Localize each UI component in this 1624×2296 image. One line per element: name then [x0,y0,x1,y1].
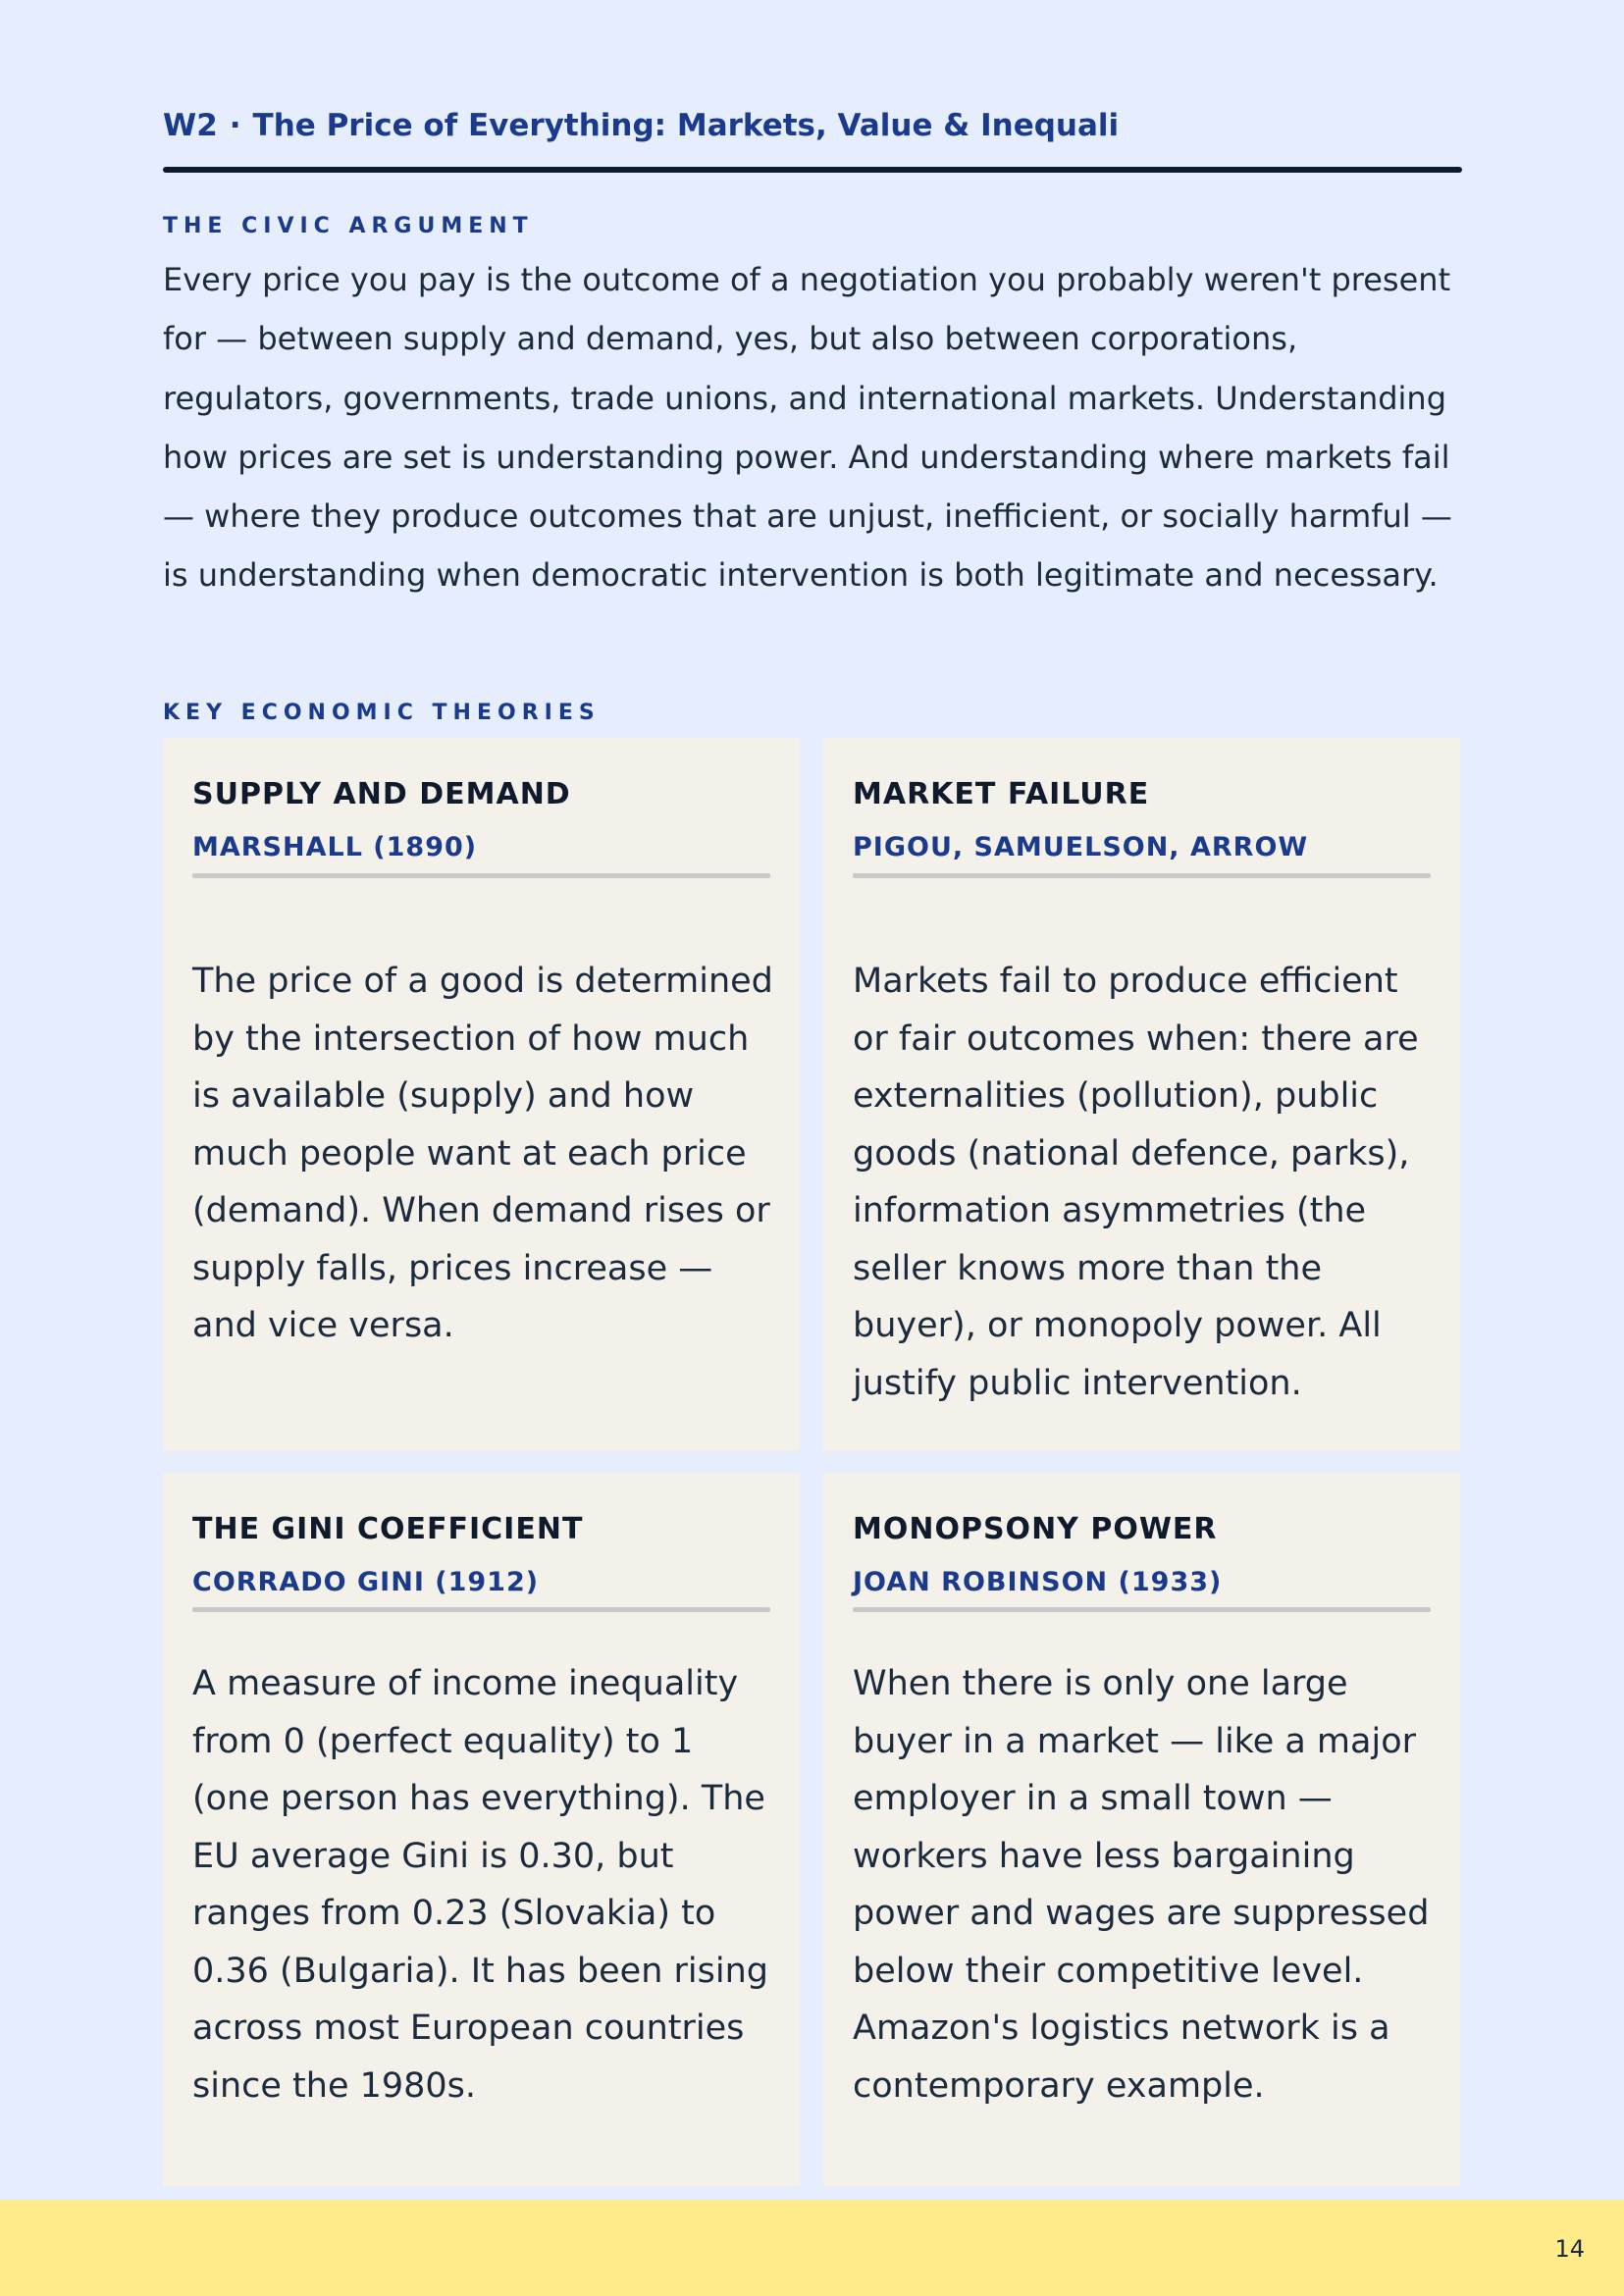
card-divider [853,1607,1431,1612]
card-body: Markets fail to produce efficient or fair outcomes when: there are externalities (pollution), public goods (national defence, parks), information asymmetries (the seller knows more than the buyer), or monopoly power. All justify public intervention. [853,962,1419,1403]
card-body: The price of a good is determined by the intersection of how much is available (supply) and how much people want at each price (demand). When demand rises or supply falls, prices increase — and vice versa. [192,962,773,1345]
theory-card-supply-demand [163,738,800,1451]
page-number: 14 [1554,2235,1585,2263]
card-body: When there is only one large buyer in a market — like a major employer in a small town — workers have less bargaining power and wages are suppressed below their competitive level. Amazon's logistics network is a contemporary example. [853,1664,1430,2106]
card-divider [853,873,1431,878]
card-body: A measure of income inequality from 0 (perfect equality) to 1 (one person has everything). The EU average Gini is 0.30, but ranges from 0.23 (Slovakia) to 0.36 (Bulgaria). It has been rising across most European countries since the 1980s. [192,1664,768,2106]
card-author: CORRADO GINI (1912) [192,1567,540,1597]
civic-paragraph: Every price you pay is the outcome of a negotiation you probably weren't present for — between supply and demand, yes, but also between corporations, regulators, governments, trade unions, and international markets. Understanding how prices are set is understanding power. And understanding where markets fail — where they produce outcomes that are unjust, inefficient, or socially harmful — is understanding when democratic intervention is both legitimate and necessary. [163,261,1452,595]
module-title: The Price of Everything: Markets, Value & Inequali [252,108,1120,143]
card-divider [192,873,770,878]
card-title: MONOPSONY POWER [853,1512,1218,1546]
header-divider [163,167,1462,173]
footer-band [0,2200,1624,2296]
card-author: MARSHALL (1890) [192,832,478,862]
module-code: W2 [163,108,218,143]
card-author: PIGOU, SAMUELSON, ARROW [853,832,1309,862]
theory-card-market-failure [823,738,1460,1451]
card-title: THE GINI COEFFICIENT [192,1512,584,1546]
running-header [163,108,1461,143]
card-title: MARKET FAILURE [853,777,1150,811]
theory-card-gini [163,1473,800,2186]
card-divider [192,1607,770,1612]
theories-section-label: KEY ECONOMIC THEORIES [163,701,601,725]
theory-card-monopsony [823,1473,1460,2186]
card-author: JOAN ROBINSON (1933) [853,1567,1223,1597]
civic-section-label: THE CIVIC ARGUMENT [163,214,534,238]
card-title: SUPPLY AND DEMAND [192,777,571,811]
header-separator: · [229,108,241,143]
